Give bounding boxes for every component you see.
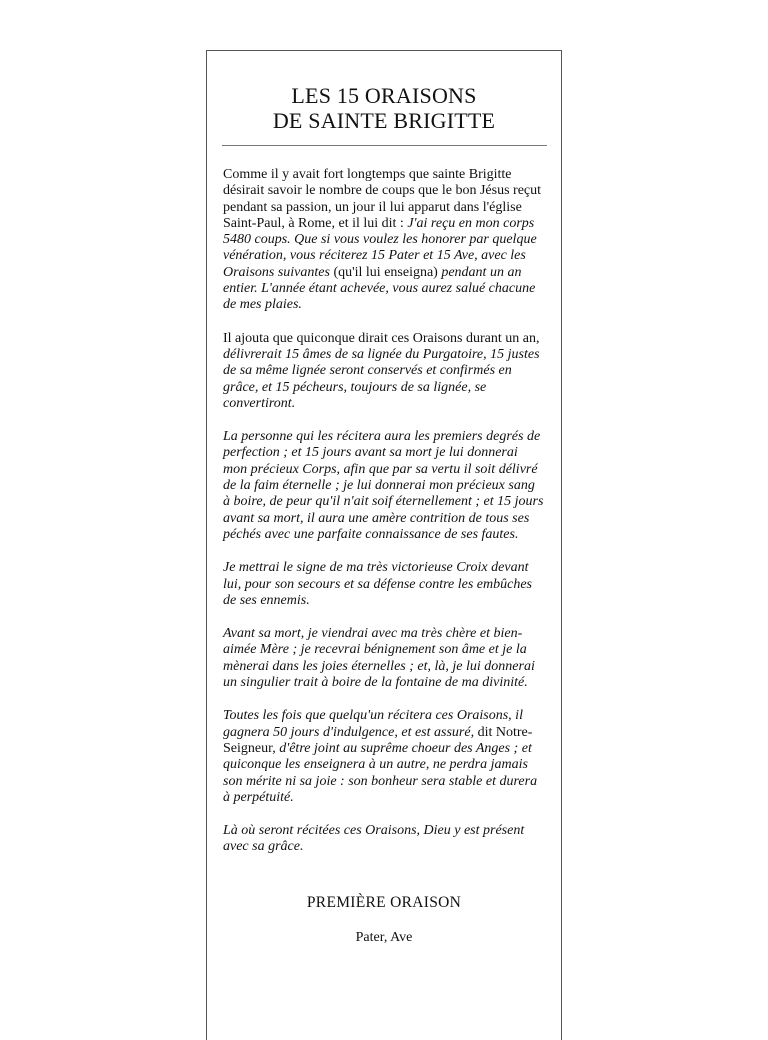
paragraph (223, 331, 545, 412)
text-run: dit Notre-Seigneur, (223, 724, 533, 756)
italic-text: d'être joint au suprême choeur des Anges ; et quiconque les enseignera à un autre, ne perdra jamais son mérite ni sa joie : son bonheur sera stable et durera à perpétuité. (223, 740, 538, 805)
document-body (223, 167, 545, 856)
paragraph (223, 167, 545, 314)
italic-text: La personne qui les récitera aura les premiers degrés de perfection ; et 15 jours avant sa mort je lui donnerai mon précieux Corps, afin que par sa vertu il soit délivré de la faim éternelle ; je lui donnerai mon précieux sang à boire, de peur qu'il n'ait soif éternellement ; et 15 jours avant sa mort, il aura une amère contrition de tous ses péchés avec une parfaite connaissance de ses fautes. (223, 429, 544, 542)
paragraph (223, 708, 545, 806)
section-title: PREMIÈRE ORAISON (306, 893, 462, 911)
italic-text: Je mettrai le signe de ma très victorieuse Croix devant lui, pour son secours et sa défense contre les embûches de ses ennemis. (223, 560, 532, 608)
title-line-2: DE SAINTE BRIGITTE (272, 108, 496, 133)
text-run: Comme il y avait fort longtemps que sainte Brigitte désirait savoir le nombre de coups que le bon Jésus reçut pendant sa passion, un jour il lui apparut dans l'église Saint-Paul, à Rome, et il lui dit : (223, 167, 542, 231)
italic-text: Avant sa mort, je viendrai avec ma très chère et bien-aimée Mère ; je recevrai bénignement son âme et je la mènerai dans les joies éternelles ; et, là, je lui donnerai un singulier trait à boire de la fontaine de ma divinité. (223, 626, 535, 691)
text-run: Il ajouta que quiconque dirait ces Oraisons durant un an, (223, 330, 540, 346)
text-run: (qu'il lui enseigna) (329, 264, 442, 280)
paragraph (223, 429, 545, 543)
italic-text: J'ai reçu en mon corps 5480 coups. Que si vous voulez les honorer par quelque vénération, vous réciterez 15 Pater et 15 Ave, avec les Oraisons suivantes (223, 215, 537, 280)
paragraph (223, 823, 545, 856)
italic-text: Toutes les fois que quelqu'un récitera ces Oraisons, il gagnera 50 jours d'indulgence, et est assuré, (223, 708, 523, 740)
title-divider (222, 145, 547, 146)
title-line-1: LES 15 ORAISONS (291, 83, 477, 108)
italic-text: délivrerait 15 âmes de sa lignée du Purgatoire, 15 justes de sa même lignée seront conservés et confirmés en grâce, et 15 pécheurs, toujours de sa lignée, se convertiront. (223, 346, 540, 411)
document-title (207, 83, 561, 133)
italic-text: pendant un an entier. L'année étant achevée, vous aurez salué chacune de mes plaies. (223, 264, 536, 313)
italic-text: Là où seront récitées ces Oraisons, Dieu y est présent avec sa grâce. (223, 823, 525, 855)
paragraph (223, 560, 545, 609)
section-subtitle: Pater, Ave (355, 929, 413, 945)
document-page (206, 50, 562, 1040)
paragraph (223, 626, 545, 691)
